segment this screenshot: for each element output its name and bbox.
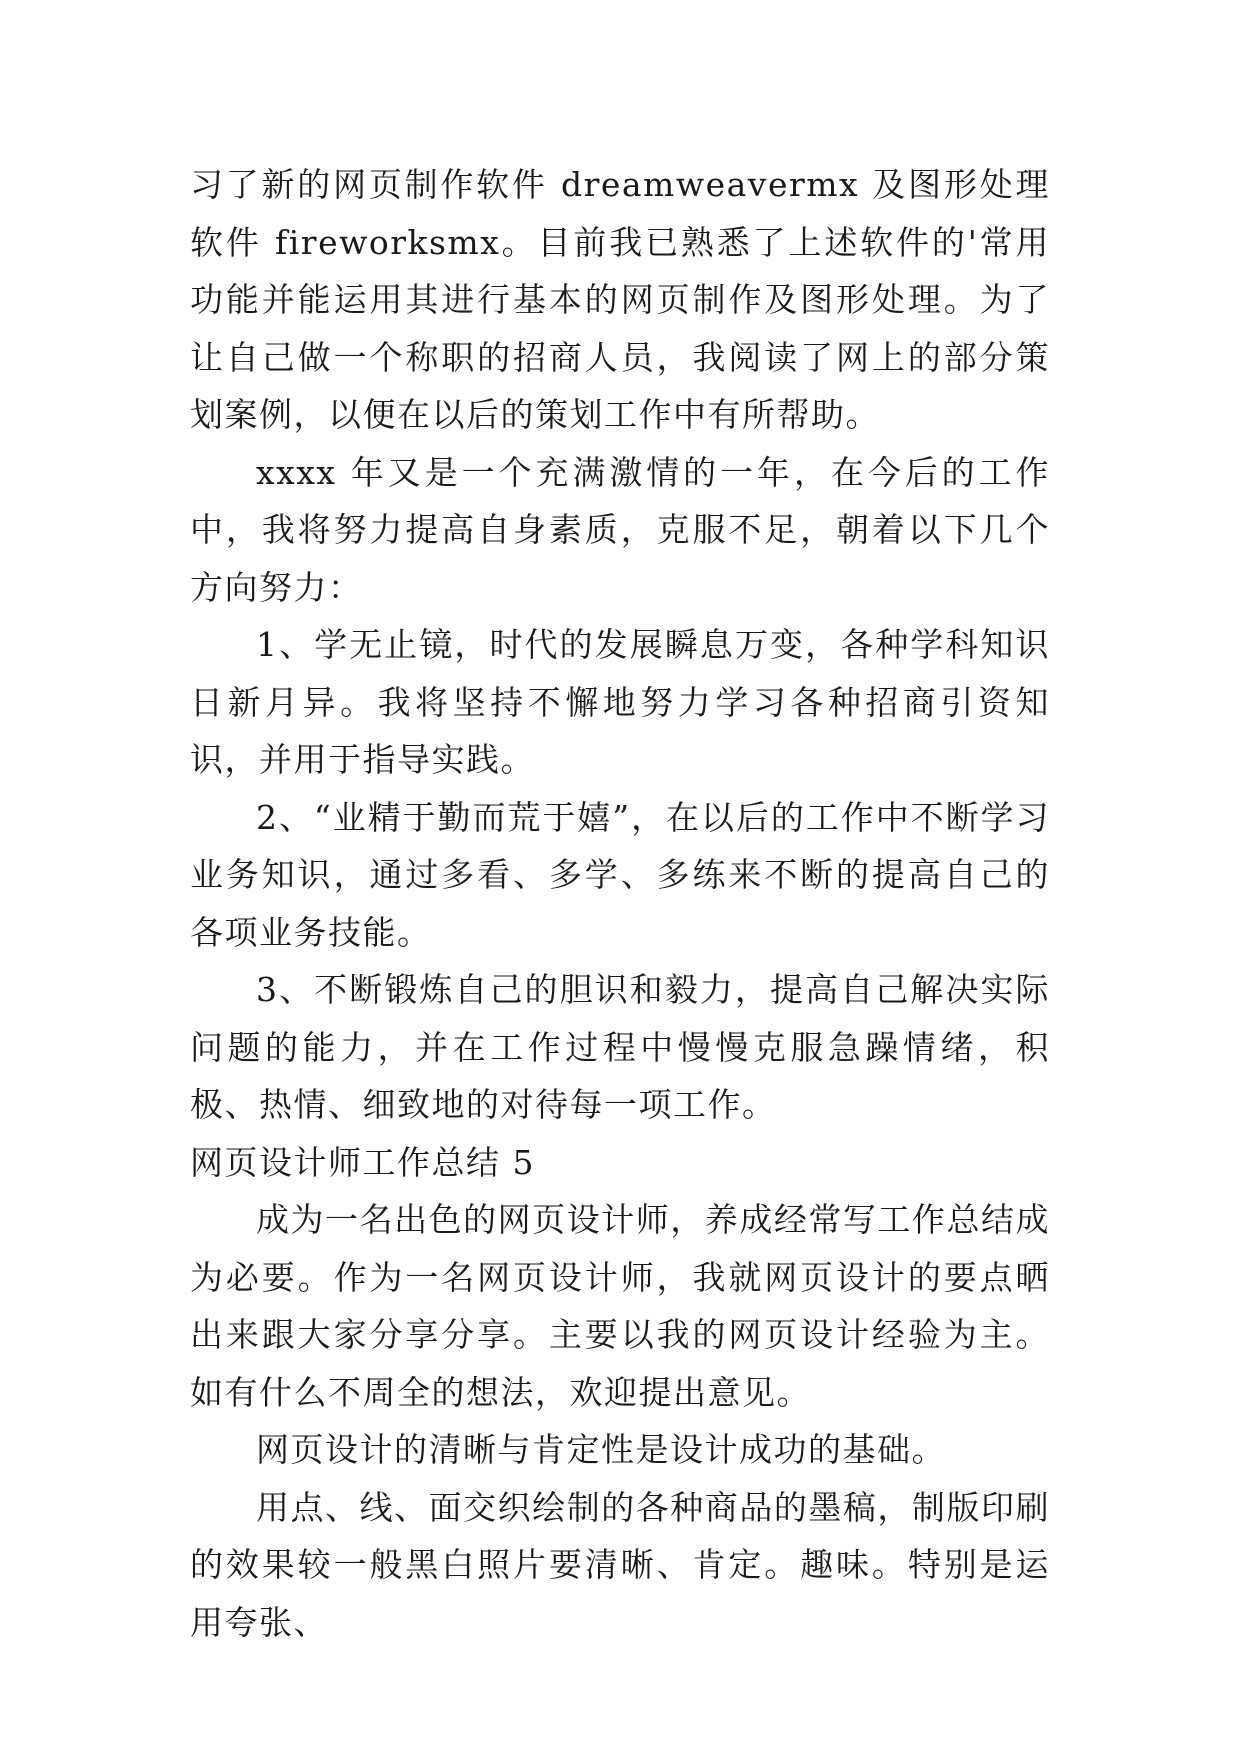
paragraph-item-3: 3、不断锻炼自己的胆识和毅力，提高自己解决实际问题的能力，并在工作过程中慢慢克服急躁情绪，积极、热情、细致地的对待每一项工作。: [190, 970, 1050, 1124]
paragraph-plan-intro: xxxx 年又是一个充满激情的一年，在今后的工作中，我将努力提高自身素质，克服不足，朝着以下几个方向努力：: [190, 452, 1050, 607]
paragraph-continuation: 习了新的网页制作软件 dreamweavermx 及图形处理软件 fireworksmx。目前我已熟悉了上述软件的'常用功能并能运用其进行基本的网页制作及图形处理。为了让自己做一个称职的招商人员，我阅读了网上的部分策划案例，以便在以后的策划工作中有所帮助。: [190, 165, 1050, 434]
section-heading: 网页设计师工作总结 5: [190, 1142, 535, 1182]
paragraph-clarity: 网页设计的清晰与肯定性是设计成功的基础。: [256, 1430, 946, 1469]
paragraph-drawing: 用点、线、面交织绘制的各种商品的墨稿，制版印刷的效果较一般黑白照片要清晰、肯定。趣味。特别是运用夸张、: [190, 1487, 1050, 1642]
paragraph-section-intro: 成为一名出色的网页设计师，养成经常写工作总结成为必要。作为一名网页设计师，我就网页设计的要点晒出来跟大家分享分享。主要以我的网页设计经验为主。如有什么不周全的想法，欢迎提出意见。: [190, 1200, 1050, 1412]
body-text: [190, 156, 1050, 1651]
paragraph-item-1: 1、学无止镜，时代的发展瞬息万变，各种学科知识日新月异。我将坚持不懈地努力学习各种招商引资知识，并用于指导实践。: [190, 625, 1050, 779]
paragraph-item-2: 2、“业精于勤而荒于嬉”，在以后的工作中不断学习业务知识，通过多看、多学、多练来不断的提高自己的各项业务技能。: [190, 797, 1050, 952]
